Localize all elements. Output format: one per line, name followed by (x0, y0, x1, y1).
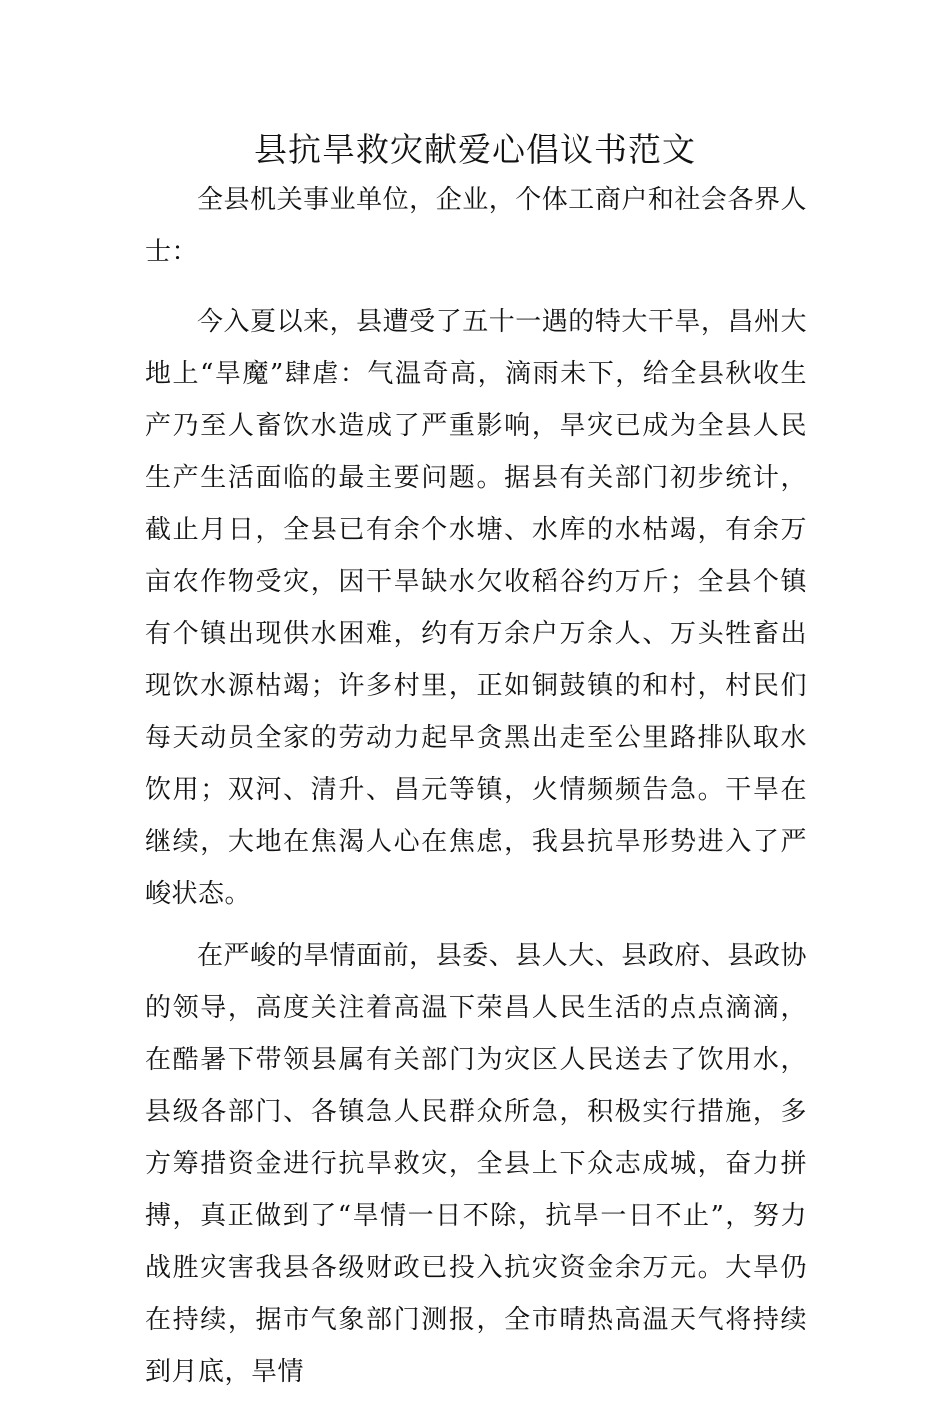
document-body (145, 174, 807, 1408)
document-title: 县抗旱救灾献爱心倡议书范文 (254, 130, 696, 169)
salutation: 全县机关事业单位，企业，个体工商户和社会各界人士： (145, 185, 807, 267)
paragraph-drought-situation: 今入夏以来，县遭受了五十一遇的特大干旱，昌州大地上“旱魔”肆虐：气温奇高，滴雨未下，给全县秋收生产乃至人畜饮水造成了严重影响，旱灾已成为全县人民生产生活面临的最主要问题。据县有关部门初步统计，截止月日，全县已有余个水塘、水库的水枯竭，有余万亩农作物受灾，因干旱缺水欠收稻谷约万斤；全县个镇有个镇出现供水困难，约有万余户万余人、万头牲畜出现饮水源枯竭；许多村里，正如铜鼓镇的和村，村民们每天动员全家的劳动力起早贪黑出走至公里路排队取水饮用；双河、清升、昌元等镇，火情频频告急。干旱在继续，大地在焦渴人心在焦虑，我县抗旱形势进入了严峻状态。 (145, 307, 807, 909)
paragraph-relief-efforts: 在严峻的旱情面前，县委、县人大、县政府、县政协的领导，高度关注着高温下荣昌人民生活的点点滴滴，在酷暑下带领县属有关部门为灾区人民送去了饮用水，县级各部门、各镇急人民群众所急，积极实行措施，多方筹措资金进行抗旱救灾，全县上下众志成城，奋力拼搏，真正做到了“旱情一日不除，抗旱一日不止”，努力战胜灾害我县各级财政已投入抗灾资金余万元。大旱仍在持续，据市气象部门测报，全市晴热高温天气将持续到月底，旱情 (145, 941, 807, 1387)
